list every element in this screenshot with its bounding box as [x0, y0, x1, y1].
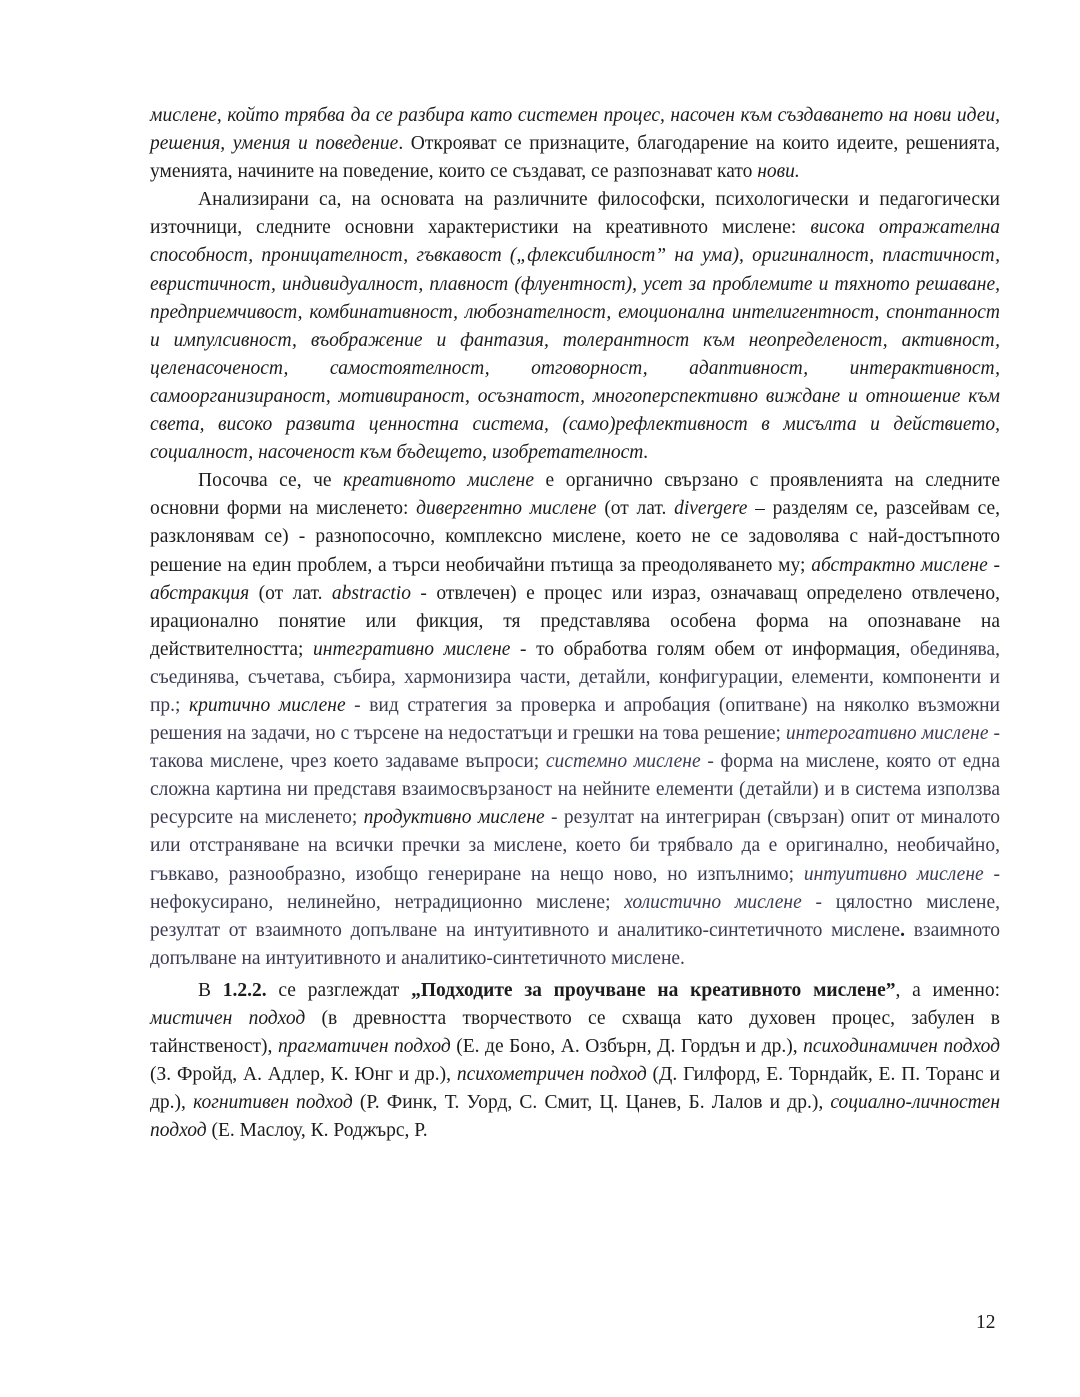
text-run: - форма на мислене, която от една сложна картина ни представя взаимосвързаност на нейните елементи (детайли) и в система използва ресурсите на мисленето; [150, 751, 1000, 829]
text-run: обединява, съединява, съчетава, събира, хармонизира части, детайли, конфигурации, елементи, компоненти и пр.; [150, 638, 1001, 716]
italic-text: психометричен подход [456, 1064, 647, 1086]
document-page [150, 102, 1000, 1145]
italic-text: прагматичен подход [277, 1036, 451, 1058]
text-run: - резултат на интегриран (свързан) опит от миналото или отстраняване на всички пречки за мислене, което би трябвало да е оригинално, необичайно, гъвкаво, разнообразно, изобщо генериране на нещо ново, но изпълнимо; [150, 807, 1000, 885]
text-run: (от лат. [249, 582, 332, 604]
italic-text: висока отражателна способност, проницателност, гъвкавост („флексибилност” на ума), оригиналност, пластичност, евристичност, индивидуалност, плавност (флуентност), усет за проблемите и тяхното решаване, предприемчивост, комбинативност, любознателност, емоционална интелигентност, спонтанност и импулсивност, въображение и фантазия, толерантност към неопределеност, активност, целенасоченост, самостоятелност, отговорност, адаптивност, интерактивност, самоорганизираност, мотивираност, осъзнатост, многоперспективно виждане и отношение към света, високо развита ценностна система, (само)рефлективност в мисълта и действието, социалност, насоченост към бъдещето, изобретателност. [150, 217, 1000, 464]
paragraph-1 [150, 102, 1000, 186]
page-number: 12 [976, 1312, 996, 1333]
italic-text: абстрактно мислене - абстракция [150, 554, 1001, 604]
italic-text: социално-личностен подход [150, 1092, 1001, 1142]
italic-text: мистичен подход [150, 1008, 306, 1029]
text-run: - нефокусирано, нелинейно, нетрадиционно мислене; [150, 863, 1000, 913]
italic-text: креативното мислене [343, 470, 535, 492]
text-run: В [198, 979, 223, 1001]
text-run: - отвлечен) е процес или израз, означаващ определено отвлечено, ирационално понятие или фикция, тя представлява особена форма на опознаване на действителността; [150, 582, 1000, 660]
italic-text: нови. [757, 161, 800, 183]
text-run: - вид стратегия за проверка и апробация (опитване) на няколко възможни решения на задачи, но с търсене на недостатъци и грешки на това решение; [150, 694, 1000, 745]
text-run: - такова мислене, чрез което задаваме въпроси; [150, 723, 1000, 773]
paragraph-3 [150, 467, 1000, 973]
paragraph-4 [150, 977, 1000, 1146]
italic-text: abstractio [331, 582, 411, 604]
italic-text: дивергентно мислене [416, 498, 597, 520]
italic-text: системно мислене [545, 751, 701, 773]
text-run: е органично свързано с проявленията на следните основни форми на мисленето: [150, 470, 1000, 520]
italic-text: когнитивен подход [193, 1092, 353, 1114]
text-run: . Открояват се признаците, благодарение на които идеите, решенията, уменията, начините на поведение, които се създават, се разпознават като [150, 133, 1000, 183]
text-run: (в древността творчеството се схваща като духовен процес, забулен в тайнственост), [150, 1008, 1000, 1058]
text-run: – разделям се, разсейвам се, разклонявам се) - разнопосочно, комплексно мислене, което не се задоволява с най-достъпното решение на един проблем, а търси необичайни пътища за преодоляването му; [150, 498, 1001, 576]
italic-text: divergere [674, 498, 748, 520]
text-run: Анализирани са, на основата на различните философски, психологически и педагогически източници, следните основни характеристики на креативното мислене: [150, 189, 1000, 239]
italic-text: интуитивно мислене [803, 863, 984, 885]
text-run: (Р. Финк, Т. Уорд, С. Смит, Ц. Цанев, Б. Лалов и др.), [352, 1092, 831, 1114]
section-ref: 1.2.2. [222, 979, 267, 1001]
italic-text: холистично мислене [624, 891, 802, 913]
text-run: (З. Фройд, А. Адлер, К. Юнг и др.), [150, 1064, 457, 1086]
text-run: (Е. де Боно, А. Озбърн, Д. Гордън и др.), [450, 1036, 804, 1058]
bold-text: . [900, 919, 905, 941]
italic-text: мислене, който трябва да се разбира като системен процес, насочен към създаването на нови идеи, решения, умения и поведение [150, 105, 1000, 155]
italic-text: интерогативно мислене [785, 723, 989, 745]
text-run: (от лат. [596, 498, 675, 520]
text-run: - цялостно мислене, резултат от взаимното допълване на интуитивното и аналитико-синтетичното мислене [150, 891, 1000, 941]
section-heading-ref: „Подходите за проучване на креативното мислене” [411, 979, 896, 1001]
text-run: се разглеждат [266, 979, 412, 1001]
paragraph-2 [150, 186, 1000, 467]
italic-text: психодинамичен подход [803, 1036, 1000, 1058]
text-run: (Д. Гилфорд, Е. Торндайк, Е. П. Торанс и др.), [150, 1064, 1000, 1114]
text-run: , а именно: [895, 979, 1001, 1001]
text-run: (Е. Маслоу, К. Роджърс, Р. [206, 1120, 428, 1142]
italic-text: продуктивно мислене [363, 807, 545, 829]
text-run: взаимното допълване на интуитивното и аналитико-синтетичното мислене. [150, 919, 1000, 969]
text-run: - то обработва голям обем от информация, [510, 638, 910, 660]
italic-text: критично мислене [189, 694, 346, 716]
text-run: Посочва се, че [198, 470, 344, 492]
italic-text: интегративно мислене [313, 638, 511, 660]
